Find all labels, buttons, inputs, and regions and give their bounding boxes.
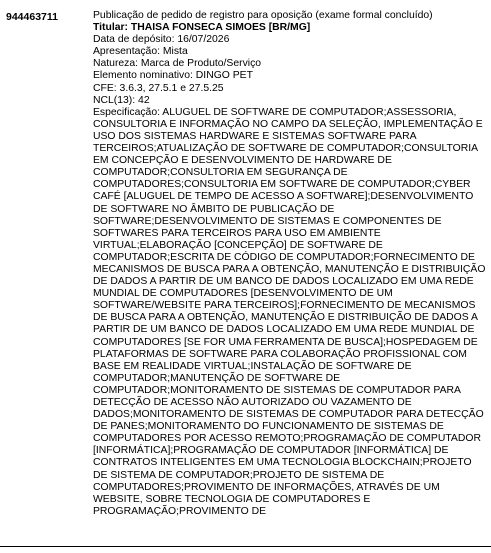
mark-nature: Natureza: Marca de Produto/Serviço <box>93 58 262 70</box>
entry-details <box>93 10 488 518</box>
holder-name: Titular: THAISA FONSECA SIMOES [BR/MG] <box>93 22 311 34</box>
process-number: 944463711 <box>6 11 58 23</box>
presentation-type: Apresentação: Mista <box>93 46 188 58</box>
bottom-divider <box>0 546 491 547</box>
specification-text: Especificação: ALUGUEL DE SOFTWARE DE COMPUTADOR;ASSESSORIA, CONSULTORIA E INFORMAÇÃO NO CAMPO DA SELEÇÃO, IMPLEMENTAÇÃO E USO DOS SISTEMAS HARDWARE E SISTEMAS SOFTWARE PARA TERCEIROS;ATUALIZAÇÃO DE SOFTWARE DE COMPUTADOR;CONSULTORIA EM CONCEPÇÃO E DESENVOLVIMENTO DE HARDWARE DE COMPUTADOR;CONSULTORIA EM SEGURANÇA DE COMPUTADORES;CONSULTORIA EM SOFTWARE DE COMPUTADOR;CYBER CAFÉ [ALUGUEL DE TEMPO DE ACESSO A SOFTWARE];DESENVOLVIMENTO DE SOFTWARE NO ÂMBITO DE PUBLICAÇÃO DE SOFTWARE;DESENVOLVIMENTO DE SISTEMAS E COMPONENTES DE SOFTWARES PARA TERCEIROS PARA USO EM AMBIENTE VIRTUAL;ELABORAÇÃO [CONCEPÇÃO] DE SOFTWARE DE COMPUTADOR;ESCRITA DE CÓDIGO DE COMPUTADOR;FORNECIMENTO DE MECANISMOS DE BUSCA PARA A OBTENÇÃO, MANUTENÇÃO E DISTRIBUIÇÃO DE DADOS A PARTIR DE UM BANCO DE DADOS LOCALIZADO EM UMA REDE MUNDIAL DE COMPUTADORES [DESENVOLVIMENTO DE UM SOFTWARE/WEBSITE PARA TERCEIROS];FORNECIMENTO DE MECANISMOS DE BUSCA PARA A OBTENÇÃO, MANUTENÇÃO E DISTRIBUIÇÃO DE DADOS A PARTIR DE UM BANCO DE DADOS LOCALIZADO EM UMA REDE MUNDIAL DE COMPUTADORES [SE FOR UMA FERRAMENTA DE BUSCA];HOSPEDAGEM DE PLATAFORMAS DE SOFTWARE PARA COLABORAÇÃO PROFISSIONAL COM BASE EM REALIDADE VIRTUAL;INSTALAÇÃO DE SOFTWARE DE COMPUTADOR;MANUTENÇÃO DE SOFTWARE DE COMPUTADOR;MONITORAMENTO DE SISTEMAS DE COMPUTADOR PARA DETECÇÃO DE ACESSO NÃO AUTORIZADO OU VAZAMENTO DE DADOS;MONITORAMENTO DE SISTEMAS DE COMPUTADOR PARA DETECÇÃO DE PANES;MONITORAMENTO DO FUNCIONAMENTO DE SISTEMAS DE COMPUTADORES POR ACESSO REMOTO;PROGRAMAÇÃO DE COMPUTADOR [INFORMÁTICA];PROGRAMAÇÃO DE COMPUTADOR [INFORMÁTICA] DE CONTRATOS INTELIGENTES EM UMA TECNOLOGIA BLOCKCHAIN;PROJETO DE SISTEMA DE COMPUTADOR;PROJETO DE SISTEMA DE COMPUTADORES;PROVIMENTO DE INFORMAÇÕES, ATRAVÉS DE UM WEBSITE, SOBRE TECNOLOGIA DE COMPUTADORES E PROGRAMAÇÃO;PROVIMENTO DE <box>93 106 486 517</box>
ncl-class: NCL(13): 42 <box>93 94 150 106</box>
cfe-codes: CFE: 3.6.3, 27.5.1 e 27.5.25 <box>93 82 224 94</box>
nominative-element: Elemento nominativo: DINGO PET <box>93 70 253 82</box>
deposit-date: Data de depósito: 16/07/2026 <box>93 34 230 46</box>
dispatch-description: Publicação de pedido de registro para oposição (exame formal concluído) <box>93 10 433 21</box>
